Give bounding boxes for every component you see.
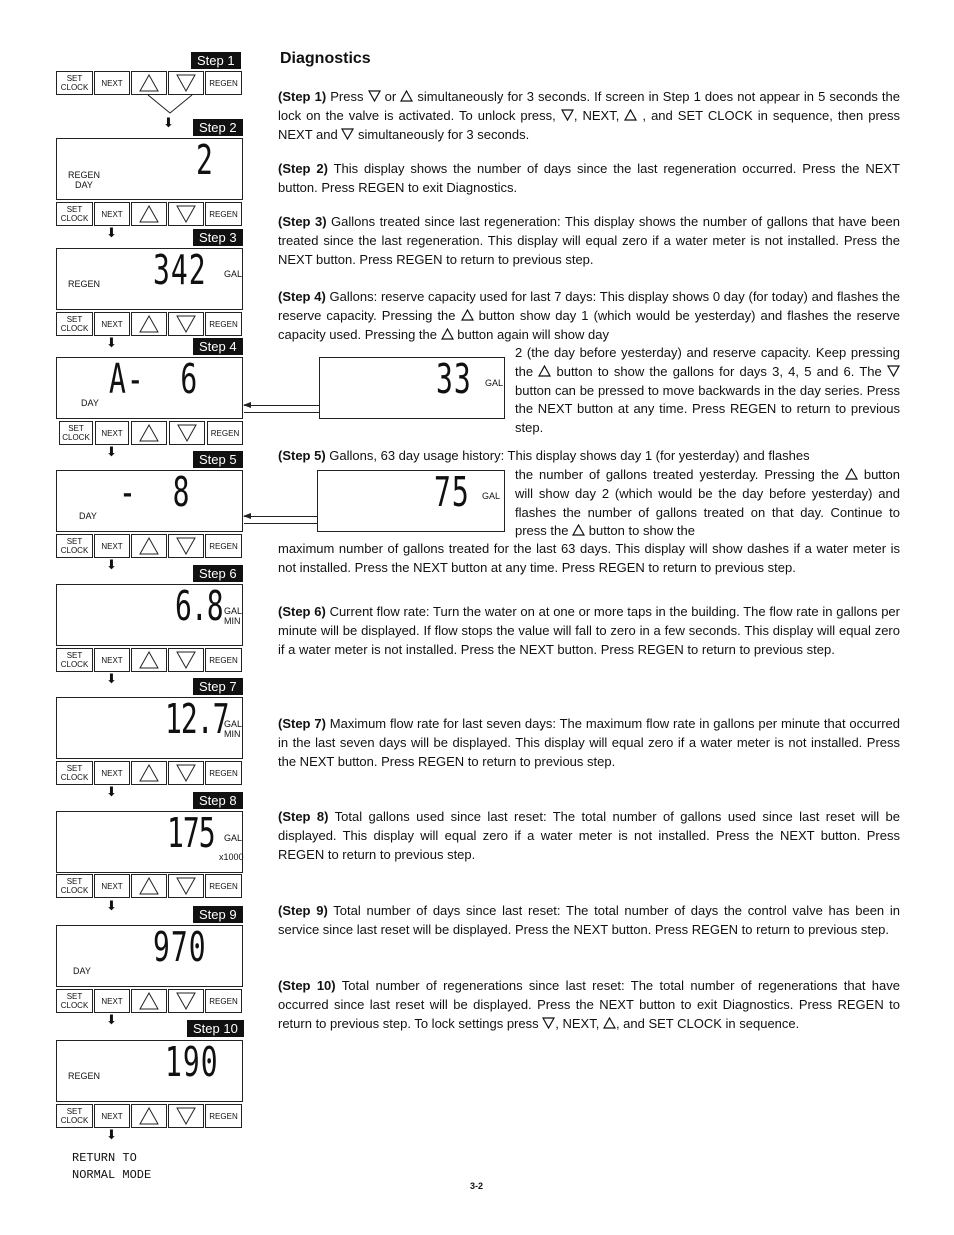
set-clock-button[interactable]: SET CLOCK <box>56 1104 93 1128</box>
set-clock-button[interactable]: SET CLOCK <box>56 989 93 1013</box>
display-value: 342 <box>153 246 207 294</box>
down-button[interactable] <box>169 421 205 445</box>
regen-button[interactable]: REGEN <box>205 648 242 672</box>
step-6-paragraph: (Step 6) Current flow rate: Turn the water on at one or more taps in the building. The flow rate in gallons per minute will be displayed. If flow stops the value will fall to zero in a few seconds. This display will equal zero if a water meter is not installed. Press the NEXT button. Press REGEN to return to previous step. <box>278 604 900 657</box>
down-button[interactable] <box>168 312 204 336</box>
down-arrow-icon: ⬇ <box>106 226 117 241</box>
up-triangle-icon <box>139 1107 159 1125</box>
display-value: 75 <box>434 468 470 516</box>
x1000-unit: x1000 <box>219 852 244 862</box>
up-button[interactable] <box>131 989 167 1013</box>
regen-button[interactable]: REGEN <box>205 989 242 1013</box>
step-5-paragraph-end: maximum number of gallons treated for the last 63 days. This display will show dashes if a water meter is not installed. Press the NEXT button at any time. Press REGEN to return to previous step. <box>278 541 900 575</box>
next-button[interactable]: NEXT <box>94 1104 130 1128</box>
regen-button[interactable]: REGEN <box>205 874 242 898</box>
down-triangle-icon <box>341 128 354 140</box>
display-value: A- 6 <box>109 355 199 403</box>
step-1-tag: Step 1 <box>191 52 241 69</box>
step-6-display <box>56 584 243 646</box>
arrowhead-left-icon <box>243 511 253 521</box>
step-10-paragraph: (Step 10) Total number of regenerations since last reset: The total number of regenerations that have occurred since last reset will be displayed. Press the NEXT button to exit Diagnostics. Press REGEN to return to previous step. To lock settings press , NEXT, , and SET CLOCK in sequence. <box>278 978 900 1031</box>
return-line-1: RETURN TO <box>72 1151 137 1165</box>
step-2-paragraph: (Step 2) This display shows the number of days since the last regeneration occurred. Press the NEXT button. Press REGEN to exit Diagnostics. <box>278 161 900 195</box>
gal-unit: GAL <box>224 719 243 729</box>
down-triangle-icon <box>176 651 196 669</box>
step-4-connector-line <box>244 405 319 406</box>
down-triangle-icon <box>176 1107 196 1125</box>
step-5-paragraph-continued: the number of gallons treated yesterday. Pressing the button will show day 2 (which would be the day before yesterday) and flashes the number of gallons treated on that day. Continue to press the button to show the <box>515 467 900 539</box>
down-triangle-icon <box>542 1017 555 1029</box>
up-triangle-icon <box>441 328 454 340</box>
regen-button[interactable]: REGEN <box>205 534 242 558</box>
up-button[interactable] <box>131 874 167 898</box>
down-button[interactable] <box>168 202 204 226</box>
down-button[interactable] <box>168 989 204 1013</box>
step-5-display <box>56 470 243 532</box>
up-triangle-icon <box>139 205 159 223</box>
down-triangle-icon <box>177 424 197 442</box>
step-3-paragraph: (Step 3) Gallons treated since last regeneration: This display shows the number of gallons that have been treated since the last regeneration. This display will equal zero if a water meter is not installed. Press the NEXT button. Press REGEN to return to previous step. <box>278 214 900 267</box>
down-arrow-icon: ⬇ <box>106 558 117 573</box>
step-10-tag: Step 10 <box>187 1020 244 1037</box>
down-arrow-icon: ⬇ <box>106 672 117 687</box>
step-10-display <box>56 1040 243 1102</box>
display-value: 12.7 <box>165 695 229 743</box>
day-label: DAY <box>79 511 97 521</box>
down-triangle-icon <box>561 109 574 121</box>
regen-button[interactable]: REGEN <box>205 71 242 95</box>
regen-button[interactable]: REGEN <box>205 1104 242 1128</box>
down-triangle-icon <box>176 992 196 1010</box>
next-button[interactable]: NEXT <box>94 874 130 898</box>
down-arrow-icon: ⬇ <box>163 116 174 131</box>
set-clock-button[interactable]: SET CLOCK <box>59 421 93 445</box>
next-button[interactable]: NEXT <box>95 421 129 445</box>
up-triangle-icon <box>139 424 159 442</box>
up-triangle-icon <box>139 764 159 782</box>
up-triangle-icon <box>139 74 159 92</box>
display-value: 970 <box>153 923 207 971</box>
up-triangle-icon <box>538 365 551 377</box>
next-button[interactable]: NEXT <box>94 71 130 95</box>
step-8-display <box>56 811 243 873</box>
up-button[interactable] <box>131 312 167 336</box>
step-1-connector-lines <box>130 95 210 115</box>
next-button[interactable]: NEXT <box>94 202 130 226</box>
step-7-display <box>56 697 243 759</box>
down-arrow-icon: ⬇ <box>106 1128 117 1143</box>
down-arrow-icon: ⬇ <box>106 1013 117 1028</box>
up-triangle-icon <box>572 524 585 536</box>
down-button[interactable] <box>168 71 204 95</box>
min-unit: MIN <box>224 616 241 626</box>
up-triangle-icon <box>139 315 159 333</box>
day-label: DAY <box>81 398 99 408</box>
down-triangle-icon <box>887 365 900 377</box>
page-title: Diagnostics <box>280 50 371 67</box>
down-triangle-icon <box>176 764 196 782</box>
step-4-paragraph-continued: 2 (the day before yesterday) and reserve capacity. Keep pressing the button to show the gallons for days 3, 4, 5 and 6. The button can be pressed to move backwards in the day series. Press the NEXT button at any time. Press REGEN to return to previous step. <box>515 345 900 436</box>
down-triangle-icon <box>176 315 196 333</box>
step-4-display <box>56 357 243 419</box>
step-5-connector-line <box>244 523 317 524</box>
return-line-2: NORMAL MODE <box>72 1168 152 1182</box>
return-to-normal-mode <box>72 1150 151 1184</box>
up-triangle-icon <box>139 992 159 1010</box>
gal-unit: GAL <box>482 491 501 501</box>
step-3-tag: Step 3 <box>193 229 243 246</box>
up-triangle-icon <box>461 309 474 321</box>
step-8-tag: Step 8 <box>193 792 243 809</box>
regen-button[interactable]: REGEN <box>205 312 242 336</box>
set-clock-button[interactable]: SET CLOCK <box>56 534 93 558</box>
display-value: 2 <box>196 136 214 184</box>
up-button[interactable] <box>131 761 167 785</box>
up-button[interactable] <box>131 648 167 672</box>
down-triangle-icon <box>176 537 196 555</box>
arrowhead-left-icon <box>243 400 253 410</box>
set-clock-button[interactable]: SET CLOCK <box>56 71 93 95</box>
up-button[interactable] <box>131 202 167 226</box>
step-7-paragraph: (Step 7) Maximum flow rate for last seven days: The maximum flow rate in gallons per minute that occurred in the last seven days will be displayed. This display will equal zero if a water meter is not installed. Press the NEXT button. Press REGEN to return to previous step. <box>278 716 900 769</box>
down-triangle-icon <box>368 90 381 102</box>
step-7-tag: Step 7 <box>193 678 243 695</box>
down-arrow-icon: ⬇ <box>106 336 117 351</box>
next-button[interactable]: NEXT <box>94 761 130 785</box>
down-button[interactable] <box>168 761 204 785</box>
next-button[interactable]: NEXT <box>94 534 130 558</box>
step-4-tag: Step 4 <box>193 338 243 355</box>
display-value: 33 <box>436 355 472 403</box>
up-triangle-icon <box>139 651 159 669</box>
up-button[interactable] <box>131 534 167 558</box>
set-clock-button[interactable]: SET CLOCK <box>56 312 93 336</box>
day-label: DAY <box>73 966 91 976</box>
gal-unit: GAL <box>224 269 243 279</box>
down-arrow-icon: ⬇ <box>106 785 117 800</box>
step-1-paragraph: (Step 1) Press or simultaneously for 3 seconds. If screen in Step 1 does not appear in 5 seconds the lock on the valve is activated. To unlock press, , NEXT, , and SET CLOCK in sequence, then press NEXT and simultaneously for 3 seconds. <box>278 89 900 142</box>
down-arrow-icon: ⬇ <box>106 899 117 914</box>
next-button[interactable]: NEXT <box>94 312 130 336</box>
step-8-paragraph: (Step 8) Total gallons used since last reset: The total number of gallons used since last reset will be displayed. This display will equal zero if a water meter is not installed. Press the NEXT button. Press REGEN to return to previous step. <box>278 809 900 862</box>
step-2-display <box>56 138 243 200</box>
step-4-connector-line <box>244 412 319 413</box>
gal-unit: GAL <box>224 833 243 843</box>
down-triangle-icon <box>176 877 196 895</box>
display-value: - 8 <box>119 468 191 516</box>
step-9-tag: Step 9 <box>193 906 243 923</box>
step-9-paragraph: (Step 9) Total number of days since last reset: The total number of days the control valve has been in service since last reset will be displayed. Press the NEXT button. Press REGEN to return to previous step. <box>278 903 900 937</box>
down-triangle-icon <box>176 74 196 92</box>
regen-label: REGEN <box>68 279 101 289</box>
next-button[interactable]: NEXT <box>94 648 130 672</box>
regen-label: REGEN <box>68 170 101 180</box>
set-clock-button[interactable]: SET CLOCK <box>56 761 93 785</box>
regen-button[interactable]: REGEN <box>205 202 242 226</box>
down-button[interactable] <box>168 648 204 672</box>
set-clock-button[interactable]: SET CLOCK <box>56 202 93 226</box>
step-4-side-display <box>319 357 505 419</box>
regen-label: REGEN <box>68 1071 101 1081</box>
min-unit: MIN <box>224 729 241 739</box>
gal-unit: GAL <box>224 606 243 616</box>
step-5-connector-line <box>244 516 317 517</box>
up-button[interactable] <box>131 421 167 445</box>
up-triangle-icon <box>845 468 858 480</box>
step-5-side-display <box>317 470 505 532</box>
up-triangle-icon <box>139 877 159 895</box>
next-button[interactable]: NEXT <box>94 989 130 1013</box>
up-button[interactable] <box>131 71 167 95</box>
step-4-paragraph: (Step 4) Gallons: reserve capacity used for last 7 days: This display shows 0 day (for today) and flashes the reserve capacity. Pressing the button show day 1 (which would be yesterday) and flashes the reserve capacity used. Pressing the button again will show day <box>278 289 900 342</box>
day-label: DAY <box>75 180 93 190</box>
gal-unit: GAL <box>485 378 504 388</box>
step-3-display <box>56 248 243 310</box>
set-clock-button[interactable]: SET CLOCK <box>56 874 93 898</box>
regen-button[interactable]: REGEN <box>205 761 242 785</box>
up-triangle-icon <box>400 90 413 102</box>
step-2-tag: Step 2 <box>193 119 243 136</box>
down-button[interactable] <box>168 874 204 898</box>
step-5-paragraph: (Step 5) Gallons, 63 day usage history: This display shows day 1 (for yesterday) and flashes <box>278 448 810 463</box>
display-value: 175 <box>167 809 215 857</box>
up-button[interactable] <box>131 1104 167 1128</box>
down-button[interactable] <box>168 1104 204 1128</box>
page-number: 3-2 <box>470 1181 484 1191</box>
step-5-tag: Step 5 <box>193 451 243 468</box>
display-value: 6.8 <box>175 582 223 630</box>
display-value: 190 <box>165 1038 219 1086</box>
down-triangle-icon <box>176 205 196 223</box>
up-triangle-icon <box>624 109 637 121</box>
down-button[interactable] <box>168 534 204 558</box>
up-triangle-icon <box>139 537 159 555</box>
down-arrow-icon: ⬇ <box>106 445 117 460</box>
step-6-tag: Step 6 <box>193 565 243 582</box>
regen-button[interactable]: REGEN <box>207 421 243 445</box>
step-9-display <box>56 925 243 987</box>
set-clock-button[interactable]: SET CLOCK <box>56 648 93 672</box>
up-triangle-icon <box>603 1017 616 1029</box>
